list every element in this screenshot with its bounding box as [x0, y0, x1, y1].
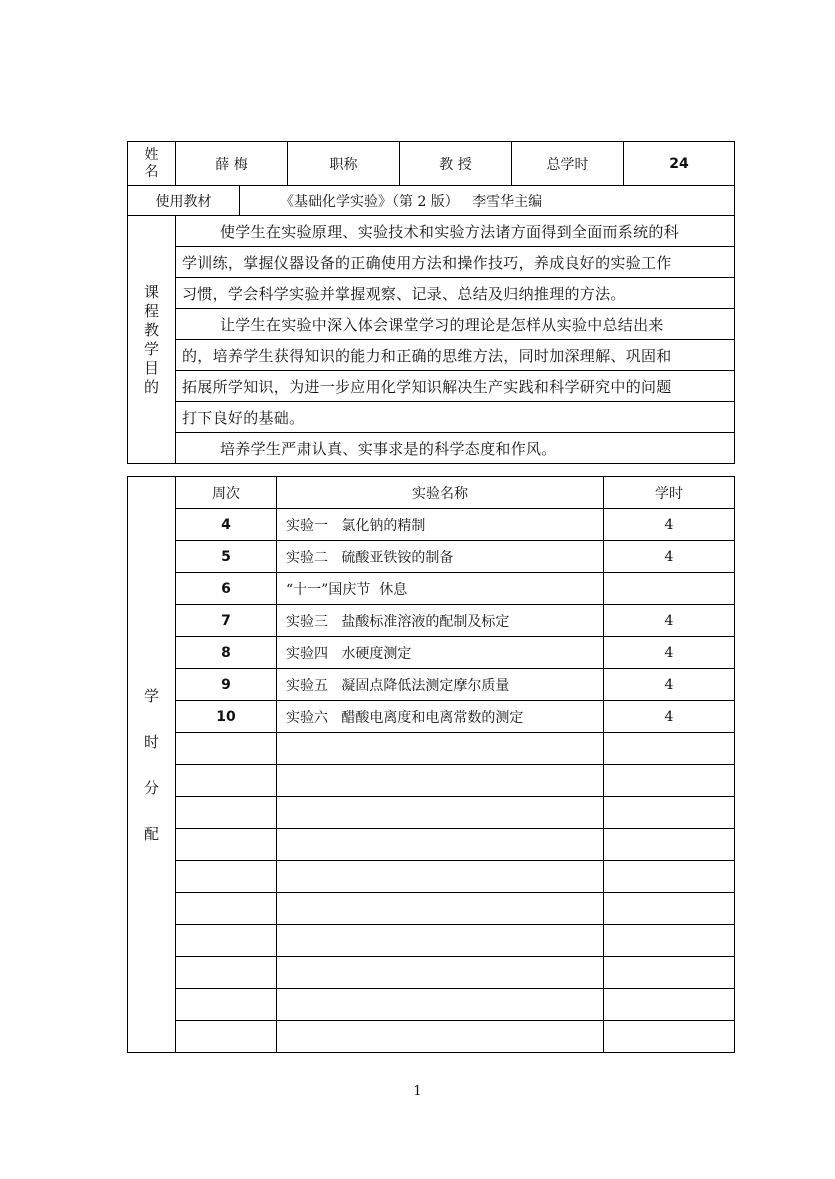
purpose-line: 拓展所学知识，为进一步应用化学知识解决生产实践和科学研究中的问题	[176, 371, 735, 402]
allocation-label-char: 学	[143, 686, 159, 705]
table-row	[128, 605, 735, 637]
purpose-label-char: 程	[143, 301, 159, 320]
purpose-line: 培养学生严肃认真、实事求是的科学态度和作风。	[176, 433, 735, 464]
allocation-label-char: 配	[143, 824, 159, 843]
week-cell: 7	[176, 605, 277, 637]
empty-row	[128, 957, 735, 989]
empty-row	[128, 989, 735, 1021]
empty-row	[128, 733, 735, 765]
title-value: 教 授	[400, 142, 512, 186]
week-cell: 8	[176, 637, 277, 669]
table-row	[128, 701, 735, 733]
table-row	[128, 637, 735, 669]
allocation-label-char: 分	[143, 778, 159, 797]
course-purpose-table	[127, 215, 735, 464]
total-hours-value: 24	[624, 142, 735, 186]
hours-allocation-label	[128, 477, 176, 1053]
hours-cell	[604, 573, 735, 605]
experiment-name-cell: 实验三 盐酸标准溶液的配制及标定	[277, 605, 604, 637]
total-hours-label: 总学时	[512, 142, 624, 186]
experiment-name-cell: 实验二 硫酸亚铁铵的制备	[277, 541, 604, 573]
empty-row	[128, 765, 735, 797]
name-label: 姓名	[128, 142, 176, 186]
week-cell: 4	[176, 509, 277, 541]
hours-cell: 4	[604, 541, 735, 573]
empty-row	[128, 925, 735, 957]
purpose-label-char: 课	[143, 282, 159, 301]
week-cell: 6	[176, 573, 277, 605]
empty-row	[128, 1021, 735, 1053]
purpose-label-char: 学	[143, 339, 159, 358]
table-row	[128, 573, 735, 605]
purpose-line: 的，培养学生获得知识的能力和正确的思维方法，同时加深理解、巩固和	[176, 340, 735, 371]
course-purpose-label	[128, 216, 176, 464]
textbook-value: 《基础化学实验》（第 2 版） 李雪华主编	[240, 186, 735, 216]
week-cell: 10	[176, 701, 277, 733]
textbook-label: 使用教材	[128, 186, 240, 216]
empty-row	[128, 829, 735, 861]
allocation-label-char: 时	[143, 732, 159, 751]
purpose-label-char: 的	[143, 377, 159, 396]
name-value: 薛 梅	[176, 142, 288, 186]
hours-cell: 4	[604, 669, 735, 701]
column-header-experiment: 实验名称	[277, 477, 604, 509]
hours-cell: 4	[604, 509, 735, 541]
column-header-week: 周次	[176, 477, 277, 509]
week-cell: 9	[176, 669, 277, 701]
purpose-label-char: 教	[143, 320, 159, 339]
hours-cell: 4	[604, 637, 735, 669]
empty-row	[128, 861, 735, 893]
empty-row	[128, 893, 735, 925]
purpose-line: 让学生在实验中深入体会课堂学习的理论是怎样从实验中总结出来	[176, 309, 735, 340]
hours-cell: 4	[604, 605, 735, 637]
table-row	[128, 509, 735, 541]
purpose-line: 使学生在实验原理、实验技术和实验方法诸方面得到全面而系统的科	[176, 216, 735, 247]
table-row	[128, 669, 735, 701]
purpose-label-char: 目	[143, 358, 159, 377]
experiment-name-cell: 实验一 氯化钠的精制	[277, 509, 604, 541]
column-header-hours: 学时	[604, 477, 735, 509]
experiment-name-cell: “十一”国庆节 休息	[277, 573, 604, 605]
purpose-line: 习惯，学会科学实验并掌握观察、记录、总结及归纳推理的方法。	[176, 278, 735, 309]
experiment-name-cell: 实验四 水硬度测定	[277, 637, 604, 669]
title-label: 职称	[288, 142, 400, 186]
purpose-line: 学训练，掌握仪器设备的正确使用方法和操作技巧，养成良好的实验工作	[176, 247, 735, 278]
purpose-line: 打下良好的基础。	[176, 402, 735, 433]
experiment-name-cell: 实验五 凝固点降低法测定摩尔质量	[277, 669, 604, 701]
page-number: 1	[413, 1084, 422, 1099]
hours-cell: 4	[604, 701, 735, 733]
hours-allocation-table	[127, 476, 735, 1053]
empty-row	[128, 797, 735, 829]
teacher-info-table	[127, 141, 735, 216]
week-cell: 5	[176, 541, 277, 573]
table-row	[128, 541, 735, 573]
experiment-name-cell: 实验六 醋酸电离度和电离常数的测定	[277, 701, 604, 733]
